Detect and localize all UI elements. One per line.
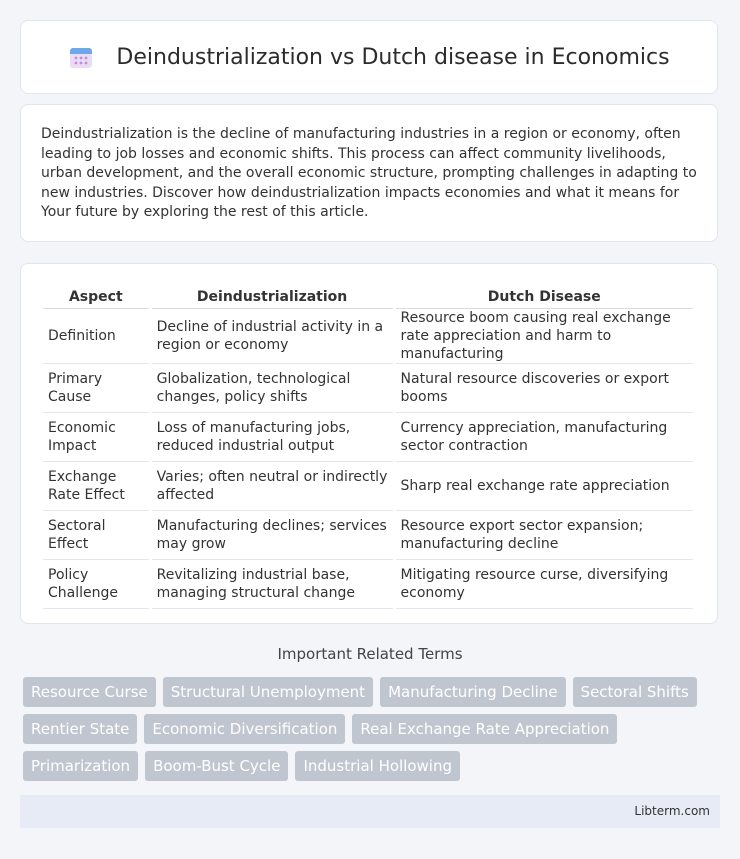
cell-deindustrialization: Globalization, technological changes, policy shifts	[152, 364, 393, 413]
header-dutch-disease: Dutch Disease	[396, 284, 693, 309]
table-row	[43, 413, 693, 462]
cell-deindustrialization: Loss of manufacturing jobs, reduced industrial output	[152, 413, 393, 462]
cell-deindustrialization: Manufacturing declines; services may grow	[152, 511, 393, 560]
related-term-tag[interactable]: Rentier State	[23, 714, 137, 744]
calendar-icon	[68, 44, 94, 70]
related-term-tag[interactable]: Economic Diversification	[144, 714, 345, 744]
header-deindustrialization: Deindustrialization	[152, 284, 393, 309]
cell-dutch-disease: Resource export sector expansion; manufacturing decline	[396, 511, 693, 560]
page-title: Deindustrialization vs Dutch disease in Economics	[116, 44, 670, 70]
intro-paragraph: Deindustrialization is the decline of manufacturing industries in a region or economy, often leading to job losses and economic shifts. This process can affect community livelihoods, urban development, and the overall economic structure, prompting challenges in adapting to new industries. Discover how deindustrialization impacts economies and what it means for Your future by exploring the rest of this article.	[41, 126, 697, 221]
table-header-row	[43, 284, 693, 309]
related-term-tag[interactable]: Primarization	[23, 751, 138, 781]
related-term-tag[interactable]: Industrial Hollowing	[295, 751, 460, 781]
related-terms-list	[23, 677, 723, 781]
cell-deindustrialization: Revitalizing industrial base, managing structural change	[152, 560, 393, 609]
cell-aspect: Policy Challenge	[43, 560, 149, 609]
related-term-tag[interactable]: Sectoral Shifts	[573, 677, 697, 707]
cell-dutch-disease: Resource boom causing real exchange rate appreciation and harm to manufacturing	[396, 309, 693, 364]
related-terms-title: Important Related Terms	[277, 645, 463, 663]
table-row	[43, 309, 693, 364]
table-row	[43, 560, 693, 609]
comparison-table-card	[20, 263, 718, 624]
related-term-tag[interactable]: Real Exchange Rate Appreciation	[352, 714, 617, 744]
table-row	[43, 462, 693, 511]
cell-aspect: Primary Cause	[43, 364, 149, 413]
related-term-tag[interactable]: Structural Unemployment	[163, 677, 373, 707]
cell-dutch-disease: Natural resource discoveries or export booms	[396, 364, 693, 413]
cell-aspect: Economic Impact	[43, 413, 149, 462]
intro-card	[20, 104, 718, 242]
cell-aspect: Definition	[43, 309, 149, 364]
comparison-table	[40, 284, 696, 609]
cell-deindustrialization: Decline of industrial activity in a region or economy	[152, 309, 393, 364]
table-row	[43, 364, 693, 413]
related-term-tag[interactable]: Manufacturing Decline	[380, 677, 565, 707]
cell-dutch-disease: Mitigating resource curse, diversifying economy	[396, 560, 693, 609]
cell-aspect: Exchange Rate Effect	[43, 462, 149, 511]
footer-site-link[interactable]: Libterm.com	[634, 804, 710, 818]
footer	[20, 795, 720, 828]
cell-dutch-disease: Sharp real exchange rate appreciation	[396, 462, 693, 511]
cell-aspect: Sectoral Effect	[43, 511, 149, 560]
header-card	[20, 20, 718, 94]
cell-dutch-disease: Currency appreciation, manufacturing sector contraction	[396, 413, 693, 462]
related-term-tag[interactable]: Boom-Bust Cycle	[145, 751, 288, 781]
related-term-tag[interactable]: Resource Curse	[23, 677, 156, 707]
header-aspect: Aspect	[43, 284, 149, 309]
cell-deindustrialization: Varies; often neutral or indirectly affected	[152, 462, 393, 511]
table-row	[43, 511, 693, 560]
